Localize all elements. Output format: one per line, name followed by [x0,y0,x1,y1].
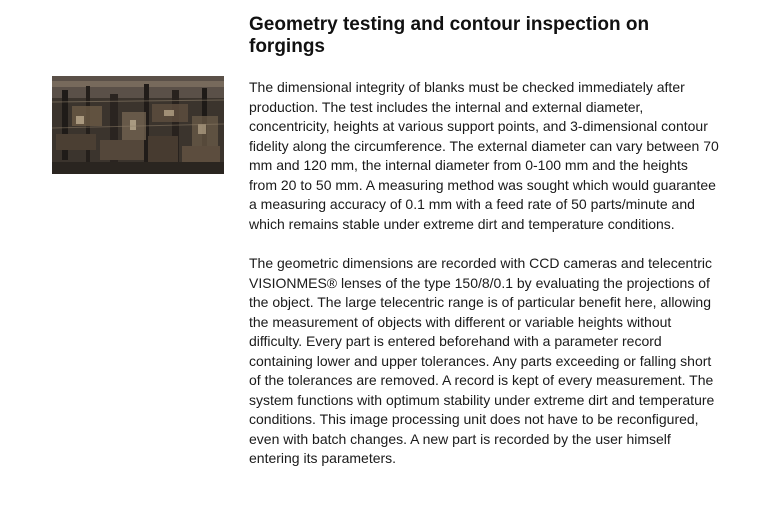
forging-plant-image [52,76,224,174]
article [249,14,719,469]
forging-plant-photo [52,76,224,174]
article-paragraph-2: The geometric dimensions are recorded with CCD cameras and telecentric VISIONMES® lenses of the type 150/8/0.1 by evaluating the projections of the object. The large telecentric range is of particular benefit here, allowing the measurement of objects with different or variable heights without difficulty. Every part is entered beforehand with a parameter record containing lower and upper tolerances. Any parts exceeding or falling short of the tolerances are removed. A record is kept of every measurement. The system functions with optimum stability under extreme dirt and temperature conditions. This image processing unit does not have to be reconfigured, even with batch changes. A new part is recorded by the user himself entering its parameters. [249,255,715,466]
article-paragraph-1: The dimensional integrity of blanks must be checked immediately after production. The test includes the internal and external diameter, concentricity, heights at various support points, and 3-dimensional contour fidelity along the circumference. The external diameter can vary between 70 mm and 120 mm, the internal diameter from 0-100 mm and the heights from 20 to 50 mm. A measuring method was sought which would guarantee a measuring accuracy of 0.1 mm with a feed rate of 50 parts/minute and which remains stable under extreme dirt and temperature conditions. [249,79,719,232]
article-title: Geometry testing and contour inspection on forgings [249,14,650,57]
